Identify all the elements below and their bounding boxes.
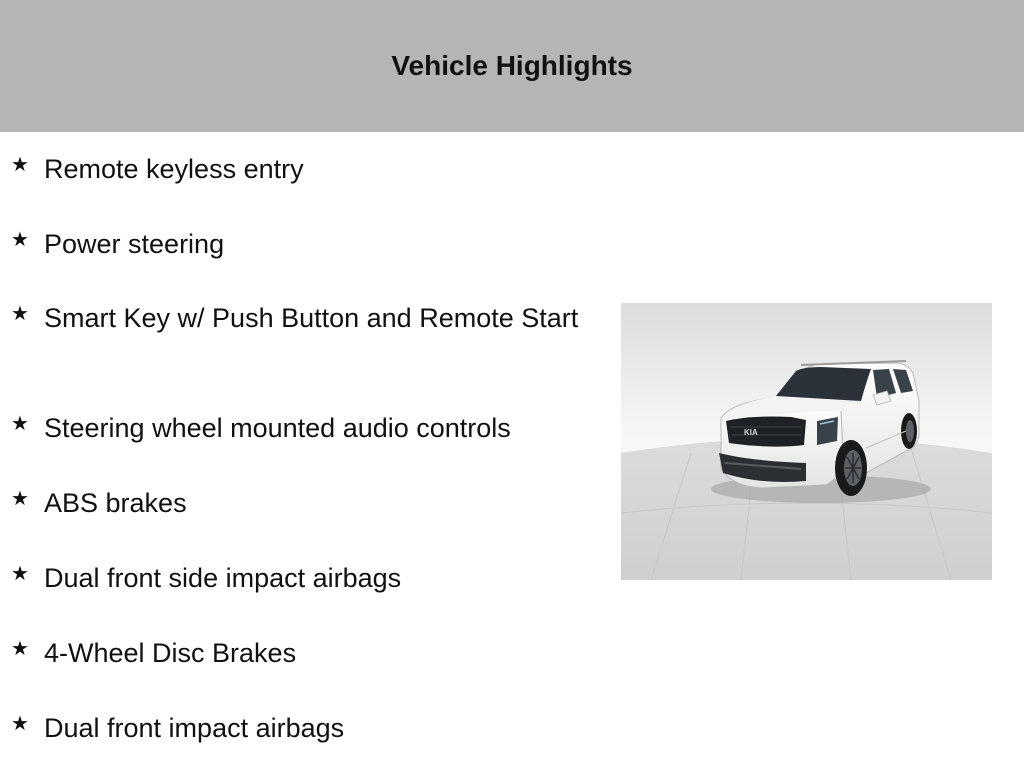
vehicle-photo — [621, 303, 992, 580]
list-item — [0, 561, 590, 595]
highlight-label: Remote keyless entry — [44, 154, 304, 184]
list-item — [0, 486, 590, 520]
star-icon: ★ — [11, 488, 29, 510]
star-icon: ★ — [11, 229, 29, 251]
star-icon: ★ — [11, 303, 29, 325]
list-item — [0, 636, 590, 670]
list-item — [0, 301, 590, 335]
list-item — [0, 227, 590, 261]
page-header — [0, 0, 1024, 132]
star-icon: ★ — [11, 713, 29, 735]
highlight-label: Power steering — [44, 229, 225, 259]
highlight-label: ABS brakes — [44, 488, 187, 518]
list-item — [0, 152, 590, 186]
highlight-label: 4-Wheel Disc Brakes — [44, 638, 297, 668]
list-item — [0, 711, 590, 745]
kia-logo: KIA — [744, 428, 758, 437]
page-title: Vehicle Highlights — [391, 50, 633, 81]
star-icon: ★ — [11, 638, 29, 660]
highlight-label: Dual front side impact airbags — [44, 563, 402, 593]
star-icon: ★ — [11, 154, 29, 176]
star-icon: ★ — [11, 413, 29, 435]
highlight-label: Dual front impact airbags — [44, 713, 345, 743]
star-icon: ★ — [11, 563, 29, 585]
highlight-label: Steering wheel mounted audio controls — [44, 413, 511, 443]
list-item — [0, 411, 590, 445]
vehicle-image — [621, 303, 992, 580]
highlight-label: Smart Key w/ Push Button and Remote Start — [44, 303, 579, 333]
